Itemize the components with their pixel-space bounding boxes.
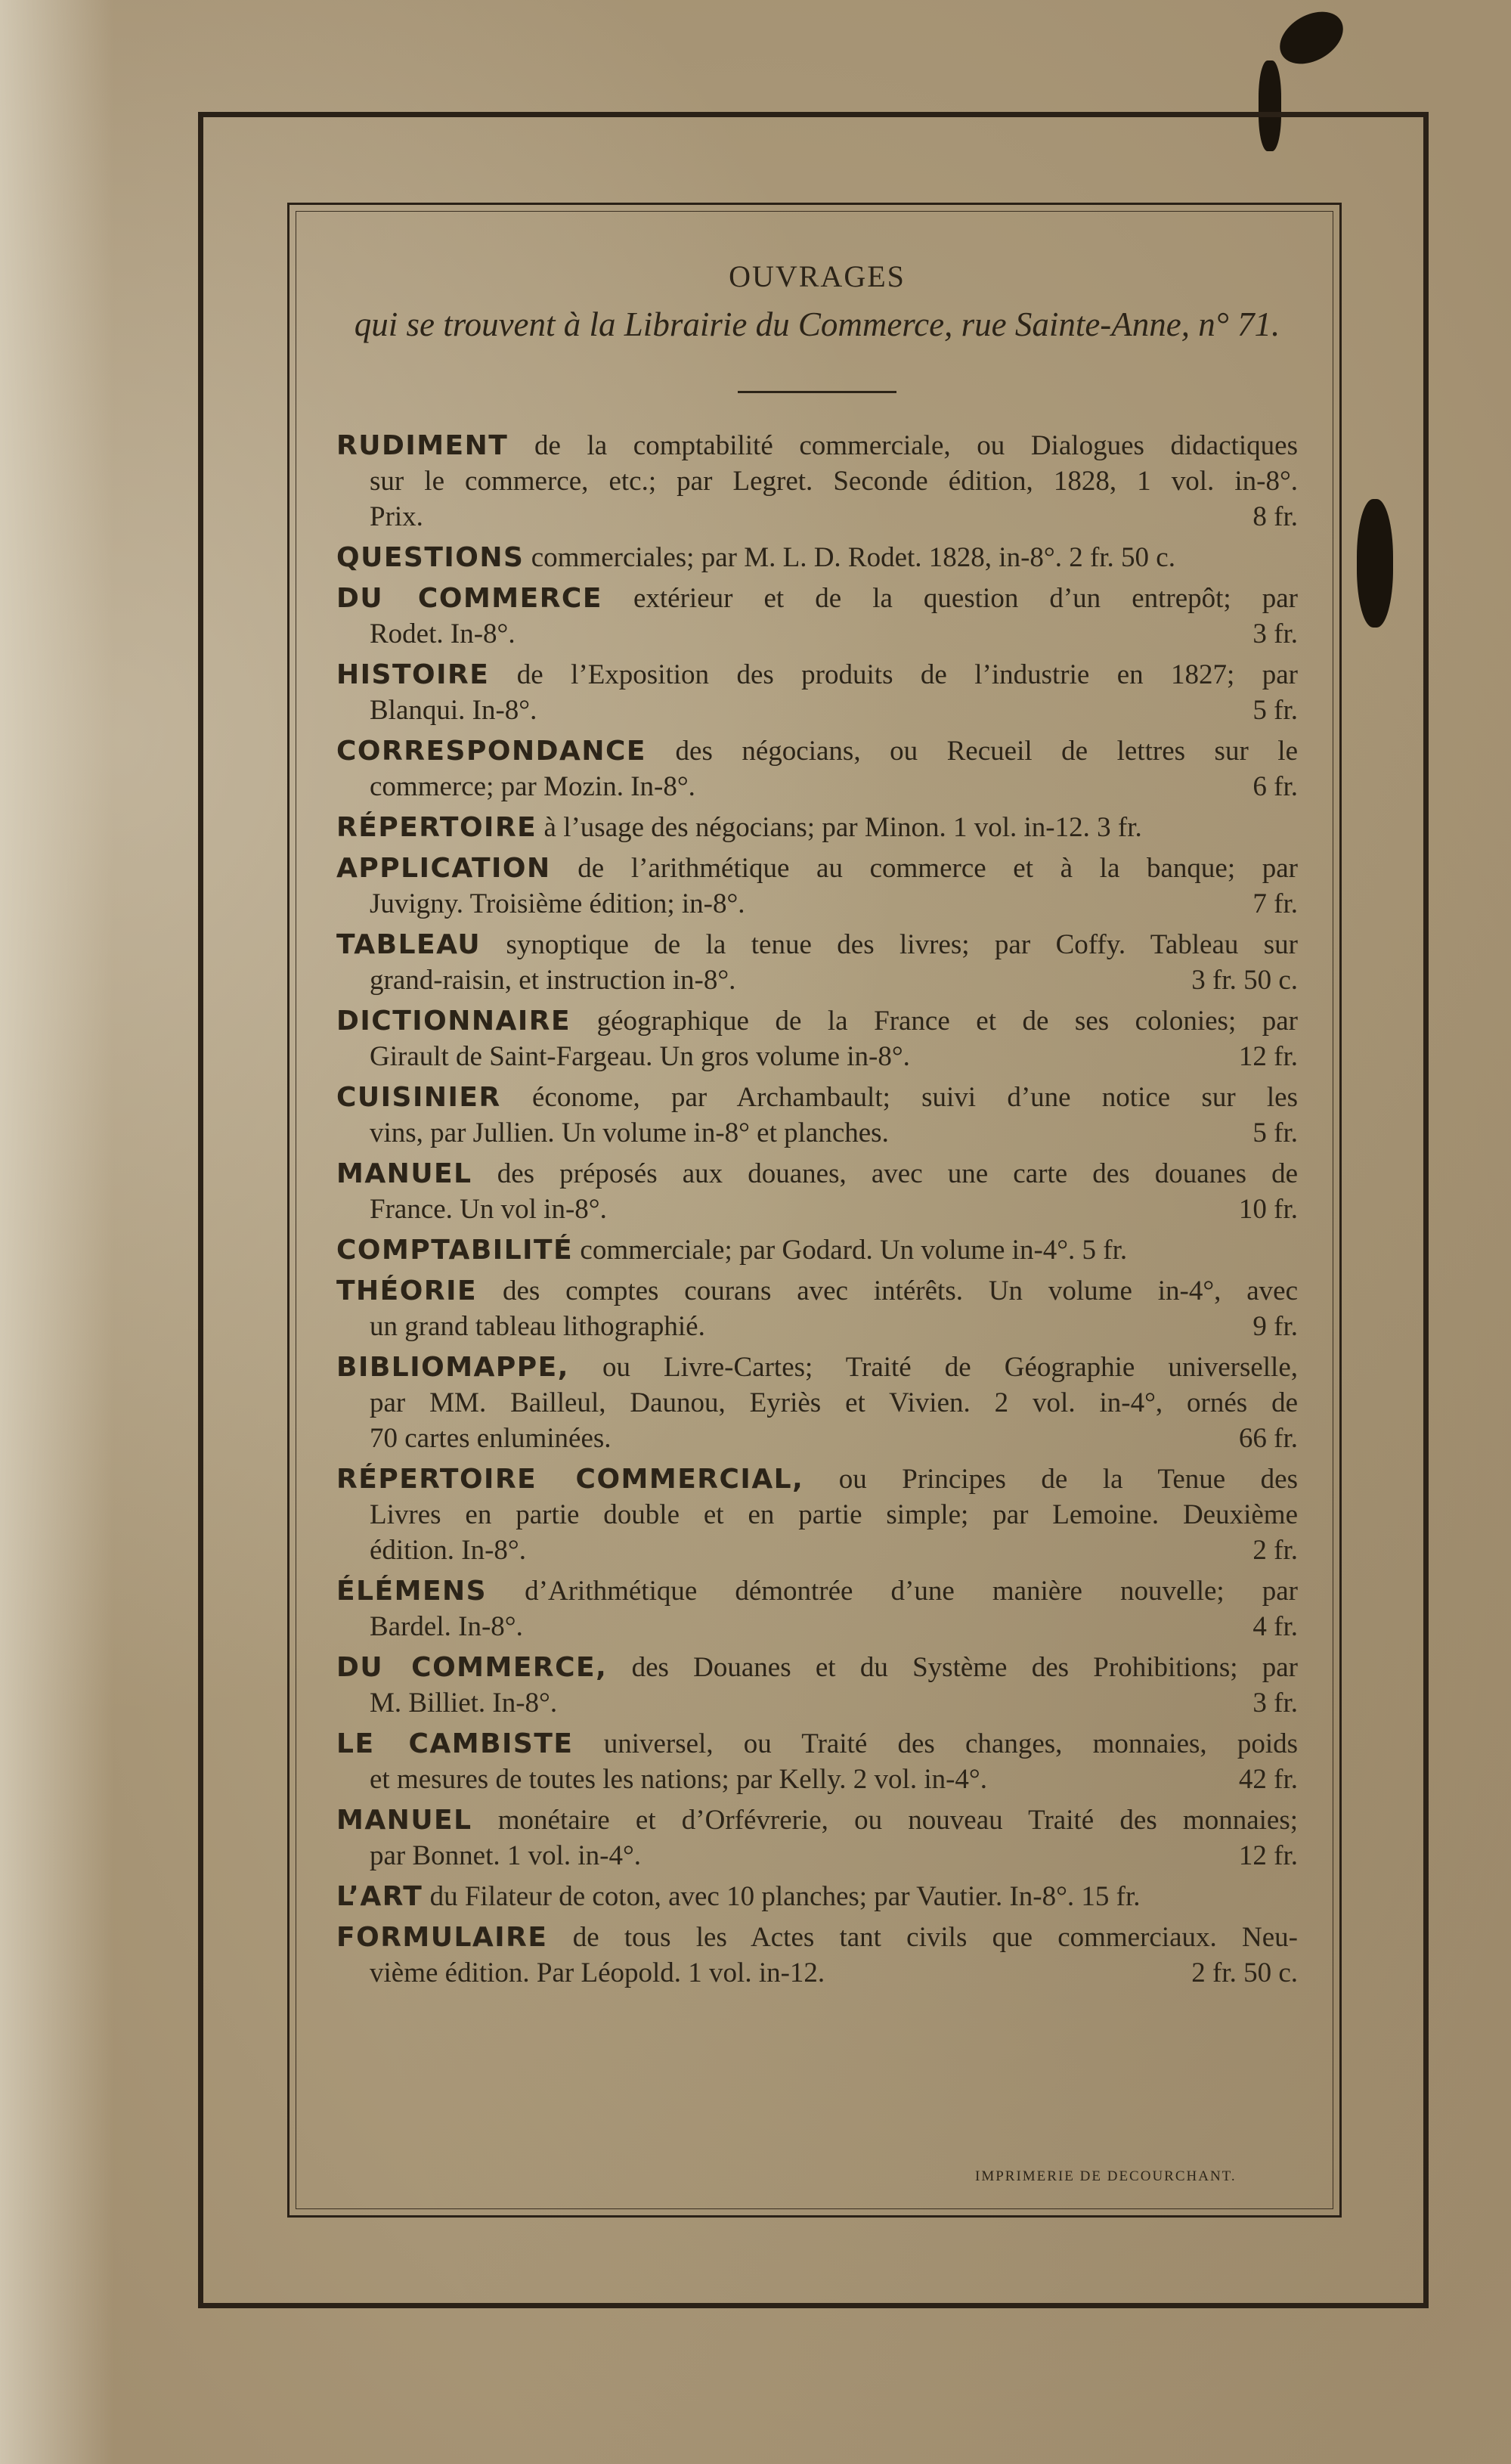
book-entry bbox=[336, 1879, 1298, 1914]
page-title: OUVRAGES bbox=[729, 259, 906, 293]
book-entry bbox=[336, 1156, 1298, 1227]
entry-price: 6 fr. bbox=[1252, 771, 1298, 802]
entry-last-text: Rodet. In-8°. bbox=[370, 618, 516, 649]
entry-keyword: CORRESPONDANCE bbox=[336, 736, 646, 767]
entry-first-line bbox=[336, 1156, 1298, 1192]
book-entry bbox=[336, 733, 1298, 804]
entry-price: 12 fr. bbox=[1238, 1840, 1298, 1871]
entry-last-text: grand-raisin, et instruction in-8°. bbox=[370, 965, 736, 996]
book-entry bbox=[336, 657, 1298, 728]
book-entry bbox=[336, 1802, 1298, 1874]
entry-keyword: MANUEL bbox=[336, 1805, 472, 1836]
entry-keyword: RÉPERTOIRE COMMERCIAL, bbox=[336, 1464, 804, 1495]
book-entry bbox=[336, 1232, 1298, 1268]
book-entry bbox=[336, 1650, 1298, 1721]
entry-text: géographique de la France et de ses colonies; par bbox=[596, 1006, 1298, 1037]
entry-keyword: HISTOIRE bbox=[336, 659, 490, 690]
entry-text: synoptique de la tenue des livres; par Coffy. Tableau sur bbox=[506, 929, 1299, 960]
entry-price: 12 fr. bbox=[1238, 1041, 1298, 1072]
divider-rule bbox=[738, 391, 896, 393]
entry-keyword: ÉLÉMENS bbox=[336, 1576, 488, 1607]
entry-price: 5 fr. bbox=[1252, 1117, 1298, 1148]
entry-first-line bbox=[336, 851, 1298, 886]
entry-first-line bbox=[336, 1573, 1298, 1609]
entry-first-line bbox=[336, 733, 1298, 769]
entry-last-text: Girault de Saint-Fargeau. Un gros volume in-8°. bbox=[370, 1041, 910, 1072]
book-entry bbox=[336, 1003, 1298, 1074]
entry-keyword: MANUEL bbox=[336, 1158, 472, 1189]
entry-price: 4 fr. bbox=[1252, 1611, 1298, 1642]
entry-price: 8 fr. bbox=[1252, 501, 1298, 532]
entry-keyword: QUESTIONS bbox=[336, 542, 525, 573]
entry-keyword: RUDIMENT bbox=[336, 430, 509, 461]
entry-price: 9 fr. bbox=[1252, 1311, 1298, 1342]
entry-price: 66 fr. bbox=[1238, 1423, 1298, 1454]
entry-last-line bbox=[336, 693, 1298, 728]
entry-last-text: édition. In-8°. bbox=[370, 1535, 526, 1566]
book-entry bbox=[336, 1461, 1298, 1568]
entry-text: des Douanes et du Système des Prohibitions; par bbox=[631, 1652, 1298, 1683]
entry-text: ou Principes de la Tenue des bbox=[838, 1464, 1299, 1495]
entry-last-line bbox=[336, 1192, 1298, 1227]
entry-price: 10 fr. bbox=[1238, 1194, 1298, 1225]
entry-keyword: APPLICATION bbox=[336, 853, 551, 884]
entry-first-line bbox=[336, 1461, 1298, 1497]
ink-stain bbox=[1271, 2, 1352, 75]
entry-keyword: COMPTABILITÉ bbox=[336, 1235, 574, 1266]
entry-text: de l’arithmétique au commerce et à la banque; par bbox=[577, 853, 1299, 884]
entry-first-line bbox=[336, 540, 1298, 575]
book-list bbox=[336, 428, 1298, 1991]
entry-last-text: M. Billiet. In-8°. bbox=[370, 1688, 558, 1719]
entry-first-line bbox=[336, 1350, 1298, 1385]
entry-text: de la comptabilité commerciale, ou Dialogues didactiques bbox=[534, 430, 1298, 461]
entry-price: 2 fr. 50 c. bbox=[1191, 1957, 1298, 1988]
entry-last-line bbox=[336, 1762, 1298, 1797]
entry-keyword: LE CAMBISTE bbox=[336, 1728, 574, 1759]
entry-last-line bbox=[336, 886, 1298, 922]
entry-text: à l’usage des négocians; par Minon. 1 vol. in-12. 3 fr. bbox=[543, 812, 1142, 843]
book-entry bbox=[336, 1573, 1298, 1644]
entry-keyword: L’ART bbox=[336, 1881, 423, 1912]
entry-keyword: RÉPERTOIRE bbox=[336, 812, 537, 843]
entry-first-line bbox=[336, 1650, 1298, 1685]
entry-price: 3 fr. bbox=[1252, 1688, 1298, 1719]
entry-first-line bbox=[336, 581, 1298, 616]
entry-keyword: DU COMMERCE, bbox=[336, 1652, 608, 1683]
book-entry bbox=[336, 927, 1298, 998]
entry-last-line bbox=[336, 1533, 1298, 1568]
entry-text: de l’Exposition des produits de l’industrie en 1827; par bbox=[516, 659, 1298, 690]
entry-text: universel, ou Traité des changes, monnaies, poids bbox=[603, 1728, 1298, 1759]
entry-last-line bbox=[336, 1309, 1298, 1344]
entry-last-text: Blanqui. In-8°. bbox=[370, 695, 537, 726]
entry-first-line bbox=[336, 1802, 1298, 1838]
entry-last-text: France. Un vol in-8°. bbox=[370, 1194, 607, 1225]
entry-last-text: un grand tableau lithographié. bbox=[370, 1311, 705, 1342]
torn-paper-edge bbox=[0, 0, 113, 2464]
entry-text: ou Livre-Cartes; Traité de Géographie universelle, bbox=[602, 1352, 1298, 1383]
entry-price: 2 fr. bbox=[1252, 1535, 1298, 1566]
entry-text: commerciale; par Godard. Un volume in-4°. 5 fr. bbox=[580, 1235, 1128, 1266]
entry-last-text: et mesures de toutes les nations; par Kelly. 2 vol. in-4°. bbox=[370, 1764, 987, 1795]
entry-keyword: TABLEAU bbox=[336, 929, 481, 960]
book-entry bbox=[336, 851, 1298, 922]
catalog-content bbox=[336, 249, 1298, 1996]
book-entry bbox=[336, 1350, 1298, 1456]
entry-continuation: Livres en partie double et en partie simple; par Lemoine. Deuxième bbox=[370, 1499, 1298, 1530]
entry-continuation: sur le commerce, etc.; par Legret. Seconde édition, 1828, 1 vol. in-8°. bbox=[370, 466, 1298, 497]
entry-keyword: BIBLIOMAPPE, bbox=[336, 1352, 569, 1383]
entry-price: 42 fr. bbox=[1238, 1764, 1298, 1795]
entry-text: des préposés aux douanes, avec une carte des douanes de bbox=[497, 1158, 1299, 1189]
entry-first-line bbox=[336, 1003, 1298, 1039]
entry-last-line bbox=[336, 1955, 1298, 1991]
entry-last-text: Juvigny. Troisième édition; in-8°. bbox=[370, 888, 745, 919]
entry-first-line bbox=[336, 810, 1298, 845]
entry-last-text: Bardel. In-8°. bbox=[370, 1611, 523, 1642]
entry-first-line bbox=[336, 1232, 1298, 1268]
entry-text: monétaire et d’Orfévrerie, ou nouveau Traité des monnaies; bbox=[497, 1805, 1298, 1836]
book-entry bbox=[336, 428, 1298, 535]
entry-price: 3 fr. 50 c. bbox=[1191, 965, 1298, 996]
entry-keyword: FORMULAIRE bbox=[336, 1922, 548, 1953]
entry-last-text: Prix. bbox=[370, 501, 423, 532]
entry-text: de tous les Actes tant civils que commerciaux. Neu- bbox=[572, 1922, 1298, 1953]
entry-text: d’Arithmétique démontrée d’une manière nouvelle; par bbox=[525, 1576, 1299, 1607]
entry-last-line bbox=[336, 769, 1298, 804]
book-entry bbox=[336, 1080, 1298, 1151]
entry-last-line bbox=[336, 1685, 1298, 1721]
entry-price: 3 fr. bbox=[1252, 618, 1298, 649]
entry-last-text: commerce; par Mozin. In-8°. bbox=[370, 771, 695, 802]
entry-last-text: 70 cartes enluminées. bbox=[370, 1423, 612, 1454]
entry-keyword: THÉORIE bbox=[336, 1275, 478, 1306]
entry-first-line bbox=[336, 1879, 1298, 1914]
book-entry bbox=[336, 810, 1298, 845]
entry-keyword: CUISINIER bbox=[336, 1082, 501, 1113]
entry-last-line bbox=[336, 1421, 1298, 1456]
entry-text: des négocians, ou Recueil de lettres sur le bbox=[675, 736, 1298, 767]
book-entry bbox=[336, 1726, 1298, 1797]
entry-text: extérieur et de la question d’un entrepôt; par bbox=[633, 583, 1298, 614]
entry-last-line bbox=[336, 1609, 1298, 1644]
entry-last-line bbox=[336, 1115, 1298, 1151]
printer-imprint: IMPRIMERIE DE DECOURCHANT. bbox=[975, 2168, 1237, 2184]
entry-last-line bbox=[336, 1838, 1298, 1874]
entry-keyword: DICTIONNAIRE bbox=[336, 1006, 571, 1037]
entry-last-line bbox=[336, 962, 1298, 998]
entry-text: des comptes courans avec intérêts. Un volume in-4°, avec bbox=[502, 1275, 1299, 1306]
entry-first-line bbox=[336, 927, 1298, 962]
entry-first-line bbox=[336, 657, 1298, 693]
entry-last-line bbox=[336, 1039, 1298, 1074]
book-entry bbox=[336, 1920, 1298, 1991]
entry-keyword: DU COMMERCE bbox=[336, 583, 602, 614]
entry-text: commerciales; par M. L. D. Rodet. 1828, in-8°. 2 fr. 50 c. bbox=[531, 542, 1175, 573]
entry-first-line bbox=[336, 1273, 1298, 1309]
entry-first-line bbox=[336, 1920, 1298, 1955]
entry-price: 5 fr. bbox=[1252, 695, 1298, 726]
page-subtitle: qui se trouvent à la Librairie du Commerce, rue Sainte-Anne, n° 71. bbox=[354, 305, 1280, 343]
entry-last-line bbox=[336, 499, 1298, 535]
entry-continuation: par MM. Bailleul, Daunou, Eyriès et Vivien. 2 vol. in-4°, ornés de bbox=[370, 1387, 1298, 1418]
entry-last-text: vième édition. Par Léopold. 1 vol. in-12. bbox=[370, 1957, 825, 1988]
book-entry bbox=[336, 1273, 1298, 1344]
entry-last-text: par Bonnet. 1 vol. in-4°. bbox=[370, 1840, 642, 1871]
entry-price: 7 fr. bbox=[1252, 888, 1298, 919]
book-entry bbox=[336, 540, 1298, 575]
entry-text: économe, par Archambault; suivi d’une notice sur les bbox=[531, 1082, 1299, 1113]
entry-text: du Filateur de coton, avec 10 planches; par Vautier. In-8°. 15 fr. bbox=[429, 1881, 1141, 1912]
entry-first-line bbox=[336, 428, 1298, 463]
book-entry bbox=[336, 581, 1298, 652]
entry-last-line bbox=[336, 616, 1298, 652]
entry-first-line bbox=[336, 1726, 1298, 1762]
entry-last-text: vins, par Jullien. Un volume in-8° et planches. bbox=[370, 1117, 889, 1148]
entry-first-line bbox=[336, 1080, 1298, 1115]
